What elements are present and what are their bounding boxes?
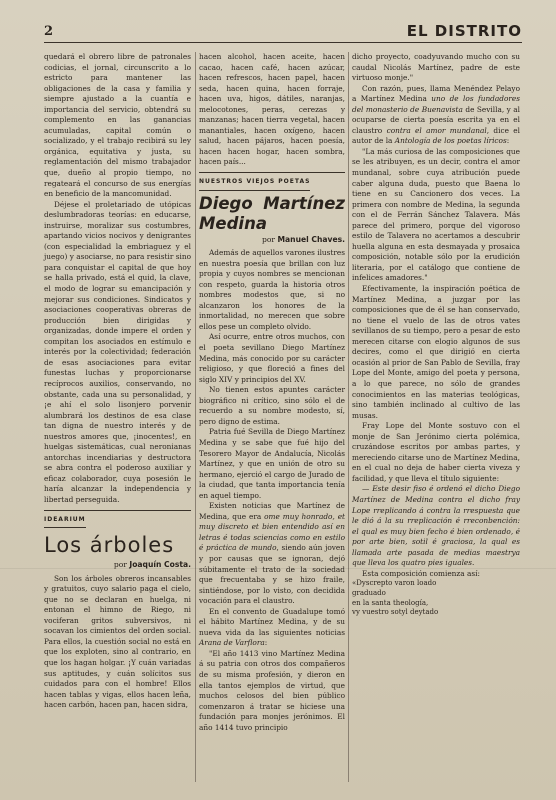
- text-run: :: [264, 638, 268, 648]
- page-number: 2: [44, 24, 54, 39]
- paragraph: Además de aquellos varones ilustres en nuestra poesía que brillan con luz propia y cuyos nombres se mencionan con respeto, guarda la historia otros nombres modestos que, si no alcanzaron los honores de la inmortalidad, no merecen que sobre ellos pese un completo olvido.: [199, 248, 345, 331]
- paragraph: "El año 1413 vino Martínez Medina á su patria con otros dos compañeros de su misma profesión, y dieron en ella tantos ejemplos de virtud, que muchos celosos del bien público comenzaron á tratar se hiciese una fundación para monjes jerónimos. El año 1414 tuvo principio: [199, 648, 345, 732]
- column-3: [352, 52, 520, 618]
- paragraph: "La más curiosa de las composiciones que se les atribuyen, es un decir, contra el amor mundanal, sobre cuya atribución puede caber alguna duda, puesto que Baena lo tiene en su Cancionero dos veces. La primera con nombre de Medina, la segunda con el de Ferrán Sánchez Talavera. Más parece del primero, porque del vigoroso estilo de Talavera no acertamos a descubrir huella alguna en esta desmayada y prosaica composición, notable sólo por la erudición literaria, por el catálogo que contiene de infelices amadores.": [352, 146, 520, 283]
- paragraph: No tienen estos apuntes carácter biográfico ni crítico, sino sólo el de recuerdo a su nombre modesto, sí, pero digno de estima.: [199, 385, 345, 426]
- byline: [199, 235, 345, 246]
- newspaper-title: EL DISTRITO: [406, 22, 522, 40]
- column-divider: [348, 52, 349, 782]
- text-run: de Sevilla, y al ocuparse de cierta poesía escrita ya en el claustro: [352, 104, 520, 135]
- book-title: Antología de los poetas líricos: [394, 136, 507, 146]
- paragraph: [199, 607, 345, 649]
- column-1: [44, 52, 191, 711]
- paragraph: Déjese el proletariado de utópicas deslumbradoras teorías: en educarse, instruirse, moralizar sus costumbres, apartando vicios nocivos y denigrantes (con especialidad la embriaguez y el juego) y asociarse, no para resistir sino para conquistar el capital de que hoy se halla privado, está el quid, la clave, el modo de lograr su emancipación y mejorar sus condiciones. Sindicatos y asociaciones cooperativas obreras de producción bien dirigidas y organizadas, donde impere el orden y compitan los asociados en estímulo e interés por la colectividad; federación de esas asociaciones para evitar funestas luchas y proporcionarse recíprocos auxilios, conservando, no obstante, cada una su personalidad, y ¡e ahí el solo lisonjero porvenir alumbrará los destinos de esa clase tan digna de nuestro interés y de nuestros amores que, ¡inocentes!, en huelgas sistemáticas, cual neronianas antorchas incendiarias y destructora se abra contra el poderoso auxiliar y eficaz colaborador, cuya posesión le haría alcanzar la independencia y libertad perseguida.: [44, 199, 191, 504]
- paragraph: Patria fué Sevilla de Diego Martínez Medina y se sabe que fué hijo del Tesorero Mayor de Andalucía, Nicolás Martínez, y que en unión de otro su hermano, ejerció el cargo de Jurado de la ciudad, que tanta importancia tenía en aquel tiempo.: [199, 427, 345, 500]
- text-run: Con razón, pues, llama Menéndez Pelayo a Martínez Medina: [352, 83, 520, 104]
- paragraph: quedará el obrero libre de patronales codicias, el jornal, circunscrito a lo estricto para mantener las obligaciones de la casa y familia y siempre ajustado a la cuantía e importancia del servicio, obtendrá su complemento en las ganancias acumuladas, capital común o socializado, y el trabajo recibirá su ley orgánica, equitativa y justa, su reglamentación del mismo trabajador que, dueño al propio tiempo, no regateará el concurso de sus energías en beneficio de la mancomunidad.: [44, 52, 191, 199]
- paragraph: Así ocurre, entre otros muchos, con el poeta sevillano Diego Martínez Medina, más conocido por su carácter religioso, y que floreció a fines del siglo XIV y principios del XV.: [199, 332, 345, 384]
- paragraph: Fray Lope del Monte sostuvo con el monje de San Jerónimo cierta polémica, cruzándose escritos por ambas partes, y mereciendo citarse uno de Martínez Medina, en el cual no deja de haber cierta viveza y facilidad, y que lleva el título siguiente:: [352, 421, 520, 483]
- paragraph: Esta composición comienza así:: [362, 568, 480, 578]
- byline-prefix: por: [262, 234, 276, 244]
- quote-run: contra el amor mundanal: [386, 125, 487, 135]
- poem-line: graduado: [352, 588, 386, 597]
- quote-run: uno de los fundadores del monasterio de Buenavista: [352, 94, 520, 114]
- section-label: IDEARIUM: [44, 514, 86, 529]
- text-run: , dice el autor de la: [352, 125, 520, 146]
- byline: [44, 560, 191, 571]
- text-run: :: [506, 136, 510, 146]
- paragraph: dicho proyecto, coadyuvando mucho con su caudal Nicolás Martínez, padre de este virtuoso monje.": [352, 52, 520, 83]
- byline-author: Manuel Chaves.: [277, 234, 345, 244]
- column-divider: [195, 52, 196, 782]
- paragraph: [352, 84, 520, 147]
- article-title: Diego Martínez Medina: [199, 193, 345, 233]
- byline-author: Joaquín Costa.: [129, 560, 191, 570]
- article-divider: [199, 172, 345, 173]
- paragraph: [199, 501, 345, 606]
- poem-line: vy vuestro sotyl deytado: [352, 608, 439, 617]
- poem-line: en la santa theología,: [352, 598, 429, 607]
- text-run: Existen noticias que Martínez de Medina, que era: [199, 501, 345, 521]
- byline-prefix: por: [113, 560, 127, 570]
- header-rule: [44, 42, 522, 43]
- paragraph: Efectivamente, la inspiración poética de Martínez Medina, a juzgar por las composiciones que de él se han conservado, no tiene el vuelo de las de otros vates sevillanos de su tiempo, pero a pesar de esto merecen citarse con elogio algunos de sus decires, como el que dirigió en cierta ocasión al prior de San Pablo de Sevilla, fray Lope del Monte, amigo del poeta y persona, a lo que parece, no sólo de grandes conocimientos en las materias teológicas, sino también inclinado al cultivo de las musas.: [352, 284, 520, 420]
- text-run: En el convento de Guadalupe tomó el hábito Martínez Medina, y de su nueva vida da las siguientes noticias: [199, 606, 345, 637]
- paragraph: hacen alcohol, hacen aceite, hacen cacao, hacen café, hacen azúcar, hacen refrescos, hacen papel, hacen seda, hacen quina, hacen forraje, hacen uva, higos, dátiles, naranjas, melocotones, peras, cerezas y manzanas; hacen tierra vegetal, hacen manantiales, hacen oxígeno, hacen salud, hacen pájaros, hacen poesía, hacen hacen hogar, hacen sombra, hacen país...: [199, 52, 345, 167]
- section-label: NUESTROS VIEJOS POETAS: [199, 176, 310, 191]
- author-name: Arana de Varflora: [199, 638, 265, 648]
- poem-line: «Dyscrepto varon loado: [352, 579, 437, 588]
- paragraph: Son los árboles obreros incansables y gratuitos, cuyo salario paga el cielo, que no se declaran en huelga, ni entonan el himno de Riego, ni vociferan gritos subversivos, ni socavan los cimientos del orden social. Para ellos, la cuestión social no está en que los exploten, sino al contrario, en que los hagan holgar. ¡Y cuán variadas sus aptitudes, y cuán solícitos sus cuidados para con el hombre! Ellos hacen tablas y vigas, ellos hacen leña, hacen carbón, hacen pan, hacen sidra,: [44, 573, 191, 710]
- text-run: , siendo aún joven y por causas que se ignoran, dejó súbitamente el trato de la sociedad que frecuentaba y se hizo fraile, sintiéndose, por lo visto, con decidida vocación para el claustro.: [199, 543, 345, 606]
- quote-run: ome muy honrado, et muy discreto et bien entendido así en letras é todas sciencias como en estilo é práctica de mundo: [199, 511, 345, 553]
- article-title: Los árboles: [44, 533, 175, 558]
- paragraph: — Este desir fiso é ordenó el dicho Diego Martínez de Medina contra el dicho fray Lope rreplicando á contra la rrespuesta que le dió á la su rreplicación é rreconbención: el qual es muy bien fecho é bien ordenado, é por arte bien, sotil é graciosa, la qual es llamada arte pasada de medias maestrya que lleva los quatro pies iguales.: [352, 484, 520, 568]
- article-divider: [44, 510, 191, 511]
- column-2: [199, 52, 345, 733]
